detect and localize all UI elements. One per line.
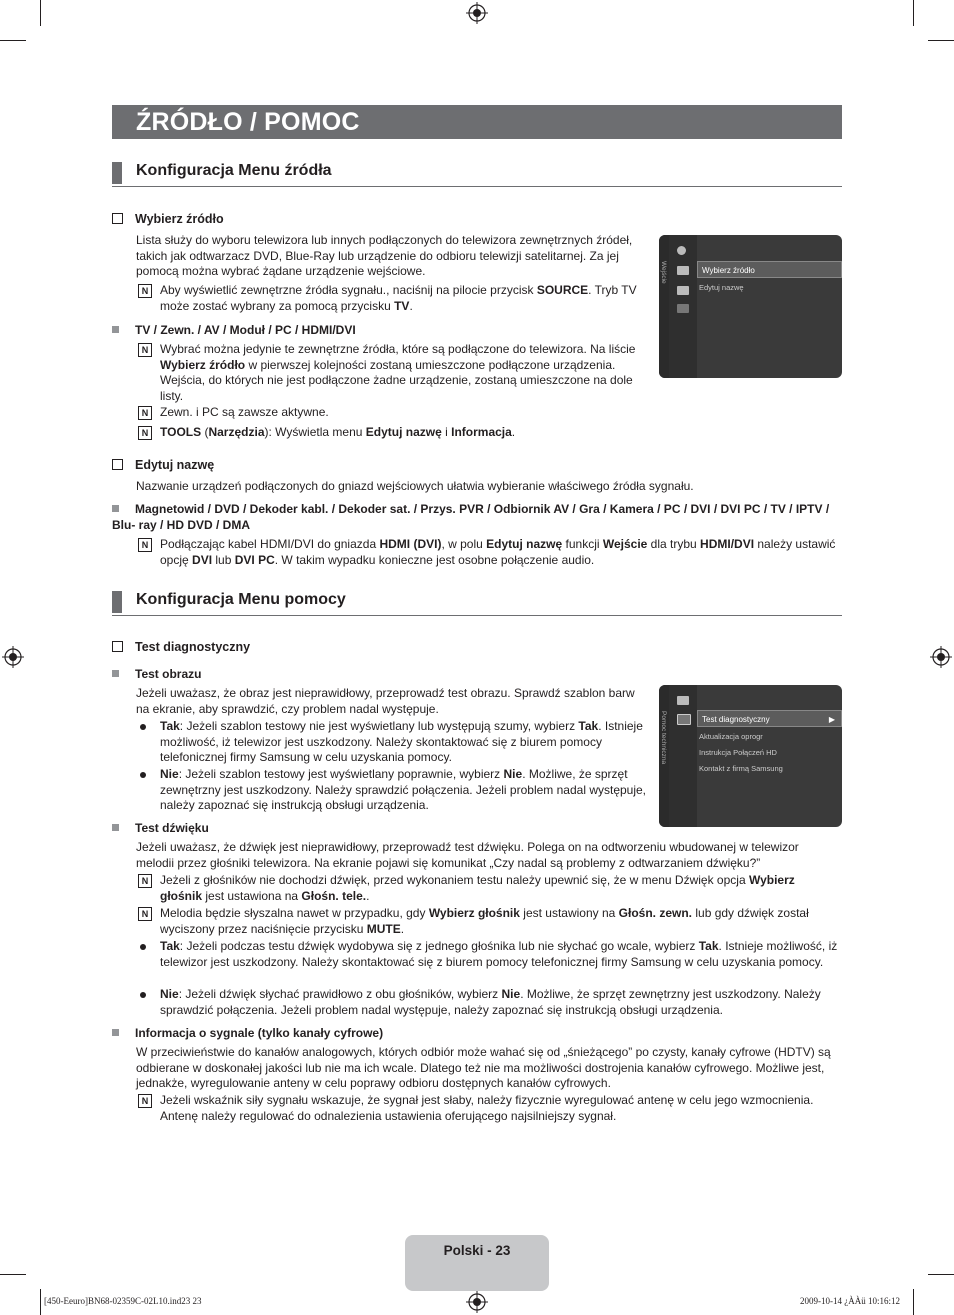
bullet-icon [140,944,146,950]
subsection-title: Test diagnostyczny [135,640,251,654]
bullet-icon [140,772,146,778]
note-icon: N [138,1094,152,1108]
menu-item: Edytuj nazwę [699,283,744,292]
print-info-left: [450-Eeuro]BN68-02359C-02L10.ind23 23 [44,1296,202,1306]
page-number: Polski - 23 [443,1243,511,1258]
note-icon: N [138,406,152,420]
option-heading: Informacja o sygnale (tylko kanały cyfrowe) [112,1025,383,1041]
note-icon: N [138,538,152,552]
note: N Jeżeli z głośników nie dochodzi dźwięk, przed wykonaniem testu należy upewnić się, że w menu Dźwięk opcja Wybierz głośnik jest ustawiona na Głośn. tele.. [136,873,836,904]
note-icon: N [138,907,152,921]
section-marker [112,162,122,184]
crop-mark [0,40,26,41]
checkbox-bullet-icon [112,213,123,224]
menu-vertical-label: Wejście [660,261,667,284]
menu-item: Instrukcja Połączeń HD [699,748,777,757]
note: N Zewn. i PC są zawsze aktywne. [136,405,644,421]
menu-item-selected: Test diagnostyczny ▶ [697,710,842,727]
input-icon [677,266,689,275]
option-list: Magnetowid / DVD / Dekoder kabl. / Dekoder sat. / Przys. PVR / Odbiornik AV / Gra / Kamera / PC / DVI / DVI PC / TV / IPTV / Blu- ray / HD DVD / DMA [112,502,830,532]
square-bullet-icon [112,670,119,677]
section-marker [112,591,122,613]
paragraph: Lista służy do wyboru telewizora lub innych podłączonych do telewizora zewnętrznych źródeł, takich jak odtwarzacz DVD, Blue-Ray lub urządzenie do odbioru telewizji satelitarnej. Za jej pomocą można wybrać żądane urządzenie wejściowe. [136,233,633,278]
note: N TOOLS (Narzędzia): Wyświetla menu Edytuj nazwę i Informacja. [136,425,644,441]
arrow-right-icon: ▶ [828,715,835,724]
subsection-title: Wybierz źródło [135,212,224,226]
subsection-select-source [112,212,224,226]
registration-mark-icon [466,2,488,24]
menu-item: Aktualizacja oprogr [699,732,763,741]
paragraph: Nazwanie urządzeń podłączonych do gniazd wejściowych ułatwia wybieranie właściwego źródła sygnału. [136,479,694,493]
square-bullet-icon [112,505,119,512]
checkbox-bullet-icon [112,641,123,652]
tv-menu-screenshot-input [659,235,842,378]
application-icon [677,286,689,295]
note-icon: N [138,426,152,440]
bullet-item: Nie: Jeżeli szablon testowy jest wyświetlany poprawnie, wybierz Nie. Możliwe, że sprzęt zewnętrzny jest uszkodzony. Należy sprawdzić połączenia. Jeżeli problem nadal występuje, należy zapoznać się instrukcją obsługi urządzenia. [136,767,646,814]
registration-mark-icon [466,1291,488,1313]
subsection-self-diagnosis [112,640,250,654]
menu-vertical-label: Pomoc techniczna [660,711,667,765]
checkbox-bullet-icon [112,459,123,470]
crop-mark [928,1274,954,1275]
note: N Aby wyświetlić zewnętrzne źródła sygnału., naciśnij na pilocie przycisk SOURCE. Tryb TV może zostać wybrany za pomocą przycisku TV. [136,283,644,314]
bullet-icon [140,724,146,730]
page-number-tab [405,1235,549,1291]
registration-mark-icon [2,646,24,668]
note: N Podłączając kabel HDMI/DVI do gniazda HDMI (DVI), w polu Edytuj nazwę funkcji Wejście dla trybu HDMI/DVI należy ustawić opcję DVI lub DVI PC. W takim wypadku konieczne jest osobne połączenie audio. [136,537,836,568]
page-title-banner [112,105,842,139]
crop-mark [0,1274,26,1275]
settings-icon [677,246,686,255]
subsection-title: Edytuj nazwę [135,458,215,472]
registration-mark-icon [930,646,952,668]
section-header-source [112,160,842,187]
help-icon [677,304,689,313]
note: N Wybrać można jedynie te zewnętrzne źródła, które są podłączone do telewizora. Na liście Wybierz źródło w pierwszej kolejności zostaną umieszczone podłączone urządzenia. Wejścia, do których nie jest podłączone żadne urządzenie, zostaną umieszczone na dole listy. [136,342,644,404]
help-icon [677,714,691,725]
square-bullet-icon [112,1029,119,1036]
option-heading: Test obrazu [112,666,201,682]
crop-mark [913,1289,914,1315]
page-title: ŹRÓDŁO / POMOC [136,108,360,136]
menu-item: Kontakt z firmą Samsung [699,764,783,773]
application-icon [677,696,689,705]
section-title: Konfiguracja Menu źródła [136,162,332,179]
option-heading: Test dźwięku [112,820,209,836]
paragraph: Jeżeli uważasz, że dźwięk jest nieprawidłowy, przeprowadź test dźwięku. Polega on na odtworzeniu wbudowanej w telewizor melodii przez głośniki telewizora. Na ekranie pojawi się komunikat „Czy nadal są problemy z odtwarzaniem dźwięku?” [136,840,799,870]
bullet-icon [140,992,146,998]
note-icon: N [138,343,152,357]
note: N Melodia będzie słyszalna nawet w przypadku, gdy Wybierz głośnik jest ustawiony na Głośn. zewn. lub gdy dźwięk został wyciszony przez naciśnięcie przycisku MUTE. [136,906,836,937]
bullet-item: Tak: Jeżeli podczas testu dźwięk wydobywa się z jednego głośnika lub nie słychać go wcale, wybierz Tak. Istnieje możliwość, iż telewizor jest uszkodzony. Należy skontaktować się z biurem pomocy telefonicznej firmy Samsung w celu uzyskania pomocy. [136,939,846,970]
tv-menu-screenshot-support [659,685,842,827]
print-info-right: 2009-10-14 ¿ÀÀü 10:16:12 [800,1296,900,1306]
menu-item-selected: Wybierz źródło [697,261,842,278]
option-list: TV / Zewn. / AV / Moduł / PC / HDMI/DVI [112,322,356,338]
crop-mark [928,40,954,41]
note-icon: N [138,284,152,298]
bullet-item: Tak: Jeżeli szablon testowy nie jest wyświetlany lub występują szumy, wybierz Tak. Istnieje możliwość, iż telewizor jest uszkodzony. Należy skontaktować się z biurem pomocy telefonicznej firmy Samsung w celu uzyskania pomocy. [136,719,646,766]
crop-mark [40,1289,41,1315]
section-header-help [112,589,842,616]
paragraph: W przeciwieństwie do kanałów analogowych, których odbiór może wahać się od „śnieżącego” po czysty, kanały cyfrowe (HDTV) są odbierane w doskonałej jakości lub nie ma ich wcale. Dlatego też nie ma możliwości dostrojenia kanałów cyfrowego. Możliwe jest, jednakże, wyregulowanie anteny w celu poprawy odbioru dostępnych kanałów cyfrowych. [136,1045,831,1090]
paragraph: Jeżeli uważasz, że obraz jest nieprawidłowy, przeprowadź test obrazu. Sprawdź szablon barw na ekranie, aby sprawdzić, czy problem nadal występuje. [136,686,635,716]
bullet-item: Nie: Jeżeli dźwięk słychać prawidłowo z obu głośników, wybierz Nie. Możliwe, że sprzęt zewnętrzny jest uszkodzony. Należy sprawdzić połączenia. Jeżeli problem nadal występuje, należy zapoznać się instrukcją obsługi urządzenia. [136,987,846,1018]
note-icon: N [138,874,152,888]
section-title: Konfiguracja Menu pomocy [136,591,346,608]
square-bullet-icon [112,326,119,333]
square-bullet-icon [112,824,119,831]
crop-mark [913,0,914,26]
subsection-edit-name [112,458,214,472]
crop-mark [40,0,41,26]
note: N Jeżeli wskaźnik siły sygnału wskazuje, że sygnał jest słaby, należy fizycznie wyregulować antenę w celu jego wzmocnienia. Antenę należy regulować do odnalezienia ustawienia oferującego najsilniejszy sygnał. [136,1093,836,1124]
